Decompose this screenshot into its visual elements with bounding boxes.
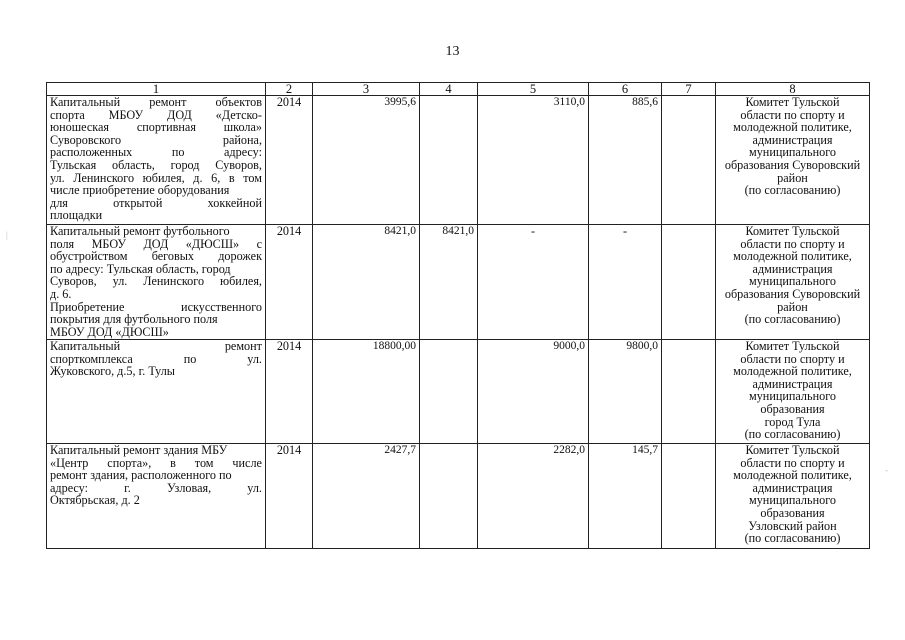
description-word: числе приобретение оборудования [50,183,230,198]
description-word: объектов [215,95,262,109]
description-word: «Центр [50,455,89,470]
column-header: 1 [47,83,266,96]
value-cell-c3: 8421,0 [313,225,420,340]
org-line: области по спорту и [740,455,845,470]
org-line: муниципального [749,145,836,160]
value-cell-c5: - [478,225,589,340]
description-word: область, [112,157,155,172]
year-cell: 2014 [266,340,313,444]
description-word: района, [222,132,262,147]
org-line: Узловский район [748,518,837,533]
org-line: области по спорту и [740,351,845,366]
org-line: образования [760,505,825,520]
description-line [50,340,262,353]
description-word: Капитальный ремонт здания МБУ [50,443,228,457]
description-line [50,96,262,109]
description-word: МБОУ [108,107,144,122]
description-word: ул. [247,351,262,366]
description-word: спорткомплекса [50,351,133,366]
description-word: с [256,236,262,251]
description-line [50,365,262,378]
org-line: администрация [752,132,833,147]
value-cell-c4: 8421,0 [420,225,478,340]
year-cell: 2014 [266,444,313,549]
description-word: том [243,170,262,185]
value-cell-c6: 885,6 [589,96,662,225]
description-word: «ДЮСШ» [185,236,240,251]
description-line [50,121,262,134]
description-word: Приобретение [50,299,125,314]
value-cell-c4 [420,340,478,444]
responsible-org-cell [716,444,870,549]
org-line: город Тула [764,414,821,429]
org-line: молодежной политике, [733,120,852,135]
value-cell-c6: 9800,0 [589,340,662,444]
description-word: по адресу: Тульская область, город [50,261,231,276]
description-line [50,209,262,222]
column-header: 2 [266,83,313,96]
description-word: школа» [223,120,262,135]
description-word: ДОД [167,107,192,122]
description-word: МБОУ [91,236,127,251]
description-line [50,184,262,197]
column-header: 7 [662,83,716,96]
description-word: юбилея, [142,170,185,185]
description-word: поля [50,236,75,251]
org-line: образования [760,401,825,416]
org-line: район [777,170,808,185]
description-word: ул. [247,480,262,495]
org-line: области по спорту и [740,236,845,251]
description-word: спорта», [107,455,152,470]
org-line: (по согласованию) [744,531,841,546]
org-line: муниципального [749,274,836,289]
description-line [50,494,262,507]
description-word: Капитальный [50,339,121,353]
page-number: 13 [445,44,460,59]
org-line: администрация [752,261,833,276]
org-line: администрация [752,376,833,391]
document-table [46,82,870,549]
description-word: г. [124,480,131,495]
description-word: расположенных [50,145,133,160]
work-description-cell [47,96,266,225]
org-line: образования Суворовский [724,157,861,172]
description-word: ул. [112,274,128,289]
table-row [47,444,870,549]
description-word: д. 6. [50,286,72,301]
description-word: Ленинского [143,274,205,289]
org-line: Комитет Тульской [745,443,840,457]
org-line: молодежной политике, [733,249,852,264]
table-row [47,225,870,340]
scan-artifact: - [885,465,888,475]
column-header: 3 [313,83,420,96]
description-line [50,469,262,482]
description-word: в [170,455,176,470]
description-word: «Детско- [215,107,262,122]
table-row [47,96,870,225]
description-word: дорожек [218,249,262,264]
value-cell-c5: 2282,0 [478,444,589,549]
value-cell-c4 [420,96,478,225]
description-word: ул. [50,170,65,185]
scan-artifact: | [6,230,8,240]
description-word: искусственного [181,299,262,314]
value-cell-c5: 9000,0 [478,340,589,444]
org-line: Комитет Тульской [745,224,840,238]
responsible-org-cell [716,225,870,340]
description-word: Суворов, [50,274,97,289]
description-word: Суворов, [215,157,262,172]
description-word: том [194,455,214,470]
org-line: (по согласованию) [744,312,841,327]
header-row [47,83,870,96]
description-word: открытой [113,195,163,210]
description-word: по [183,351,197,366]
description-word: Суворовского [50,132,122,147]
responsible-org-cell [716,96,870,225]
description-word: ремонт [149,95,187,109]
value-cell-c7 [662,340,716,444]
description-word: Капитальный ремонт футбольного [50,224,230,238]
org-line: район [777,299,808,314]
description-word: хоккейной [207,195,262,210]
description-line [50,444,262,457]
description-word: 6, [211,170,221,185]
description-line [50,288,262,301]
description-word: обустройством [50,249,128,264]
description-line [50,159,262,172]
description-word: адресу: [224,145,262,160]
org-line: администрация [752,480,833,495]
work-description-cell [47,340,266,444]
column-header: 5 [478,83,589,96]
description-line [50,225,262,238]
value-cell-c7 [662,225,716,340]
org-line: области по спорту и [740,107,845,122]
work-description-cell [47,225,266,340]
value-cell-c7 [662,444,716,549]
org-line: муниципального [749,493,836,508]
year-cell: 2014 [266,225,313,340]
org-line: Комитет Тульской [745,339,840,353]
description-word: адресу: [50,480,88,495]
column-header: 6 [589,83,662,96]
year-cell: 2014 [266,96,313,225]
description-word: Жуковского, д.5, г. Тулы [50,364,176,379]
column-header: 4 [420,83,478,96]
org-line: муниципального [749,389,836,404]
value-cell-c3: 3995,6 [313,96,420,225]
value-cell-c5: 3110,0 [478,96,589,225]
description-word: Ленинского [73,170,135,185]
responsible-org-cell [716,340,870,444]
value-cell-c6: 145,7 [589,444,662,549]
description-word: д. [193,170,203,185]
description-word: Узловая, [166,480,212,495]
description-word: ремонт [224,339,262,353]
org-line: (по согласованию) [744,427,841,442]
description-word: спортивная [136,120,196,135]
value-cell-c4 [420,444,478,549]
description-word: ремонт здания, расположенного по [50,468,232,483]
description-word: Капитальный [50,95,121,109]
org-line: (по согласованию) [744,183,841,198]
description-word: юношеская [50,120,109,135]
column-header: 8 [716,83,870,96]
description-word: в [228,170,235,185]
value-cell-c6: - [589,225,662,340]
description-word: ДОД [143,236,169,251]
org-line: молодежной политике, [733,364,852,379]
description-word: спорта [50,107,85,122]
value-cell-c3: 2427,7 [313,444,420,549]
description-word: числе [232,455,262,470]
description-word: беговых [151,249,194,264]
table-row [47,340,870,444]
description-line [50,275,262,288]
description-word: город [170,157,200,172]
value-cell-c7 [662,96,716,225]
description-word: Тульская [50,157,97,172]
description-word: МБОУ ДОД «ДЮСШ» [50,324,169,339]
description-line [50,326,262,339]
org-line: Комитет Тульской [745,95,840,109]
org-line: молодежной политике, [733,468,852,483]
description-word: для [50,195,68,210]
value-cell-c3: 18800,00 [313,340,420,444]
description-word: покрытия для футбольного поля [50,312,218,327]
work-description-cell [47,444,266,549]
description-word: юбилея, [220,274,262,289]
description-word: по [171,145,185,160]
org-line: образования Суворовский [724,286,861,301]
description-word: площадки [50,208,103,223]
description-word: Октябрьская, д. 2 [50,493,140,508]
